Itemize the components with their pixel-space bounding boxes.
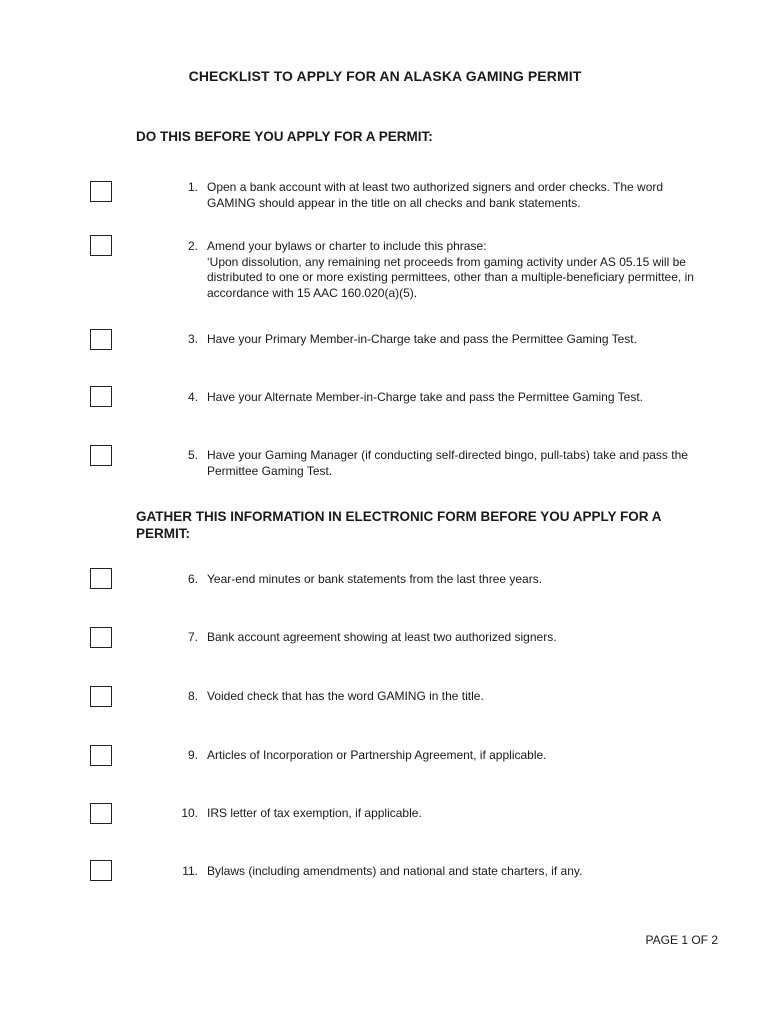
item-text-line: Articles of Incorporation or Partnership Agreement, if applicable. xyxy=(207,748,547,762)
item-number: 10. xyxy=(181,806,198,820)
checkbox[interactable] xyxy=(90,568,112,589)
checkbox[interactable] xyxy=(90,235,112,256)
item-number: 8. xyxy=(187,689,198,703)
item-number: 2. xyxy=(187,239,198,253)
checkbox[interactable] xyxy=(90,181,112,202)
checkbox[interactable] xyxy=(90,329,112,350)
item-number: 6. xyxy=(187,572,198,586)
item-number: 5. xyxy=(187,448,198,462)
item-text-line: Permittee Gaming Test. xyxy=(207,463,333,478)
checkbox[interactable] xyxy=(90,627,112,648)
section-heading-gather-information: GATHER THIS INFORMATION IN ELECTRONIC FORM BEFORE YOU APPLY FOR A PERMIT: xyxy=(136,509,662,541)
item-text-line: Bylaws (including amendments) and national and state charters, if any. xyxy=(207,864,583,878)
item-number: 1. xyxy=(187,180,198,194)
checkbox[interactable] xyxy=(90,860,112,881)
item-number: 11. xyxy=(182,864,198,878)
item-number: 4. xyxy=(187,390,198,404)
item-text-line: IRS letter of tax exemption, if applicable. xyxy=(207,806,422,820)
item-text-line: Have your Alternate Member-in-Charge take and pass the Permittee Gaming Test. xyxy=(207,390,643,404)
section-heading-before-apply: DO THIS BEFORE YOU APPLY FOR A PERMIT: xyxy=(136,129,433,144)
item-text-line: ‘Upon dissolution, any remaining net proceeds from gaming activity under AS 05.15 will be xyxy=(207,254,686,269)
item-text xyxy=(207,630,727,646)
checkbox[interactable] xyxy=(90,803,112,824)
item-text xyxy=(207,748,727,764)
item-text xyxy=(207,332,727,348)
item-text-line: Amend your bylaws or charter to include this phrase: xyxy=(207,239,487,253)
item-text-line: GAMING should appear in the title on all checks and bank statements. xyxy=(207,195,581,210)
item-number: 9. xyxy=(187,748,198,762)
item-text-line: Year-end minutes or bank statements from the last three years. xyxy=(207,572,543,586)
item-text xyxy=(207,806,727,822)
item-text xyxy=(207,572,727,588)
checkbox[interactable] xyxy=(90,745,112,766)
item-text xyxy=(207,239,727,302)
item-text-line: Have your Primary Member-in-Charge take and pass the Permittee Gaming Test. xyxy=(207,332,637,346)
item-text-line: accordance with 15 AAC 160.020(a)(5). xyxy=(207,286,418,301)
item-text-line: distributed to one or more existing permittees, other than a multiple-beneficiary permittee, in xyxy=(207,270,694,285)
item-text xyxy=(207,689,727,705)
item-text-line: Open a bank account with at least two authorized signers and order checks. The word xyxy=(207,180,664,194)
page-number: PAGE 1 OF 2 xyxy=(645,933,718,947)
item-text-line: Have your Gaming Manager (if conducting self-directed bingo, pull-tabs) take and pass the xyxy=(207,448,688,462)
checkbox[interactable] xyxy=(90,445,112,466)
item-text xyxy=(207,864,727,880)
document-title: CHECKLIST TO APPLY FOR AN ALASKA GAMING PERMIT xyxy=(188,68,582,84)
item-text-line: Voided check that has the word GAMING in the title. xyxy=(207,689,484,703)
item-text xyxy=(207,390,727,406)
item-number: 7. xyxy=(187,630,198,644)
checkbox[interactable] xyxy=(90,686,112,707)
item-text-line: Bank account agreement showing at least two authorized signers. xyxy=(207,630,557,644)
item-text xyxy=(207,448,727,479)
checkbox[interactable] xyxy=(90,386,112,407)
item-text xyxy=(207,180,727,211)
item-number: 3. xyxy=(187,332,198,346)
